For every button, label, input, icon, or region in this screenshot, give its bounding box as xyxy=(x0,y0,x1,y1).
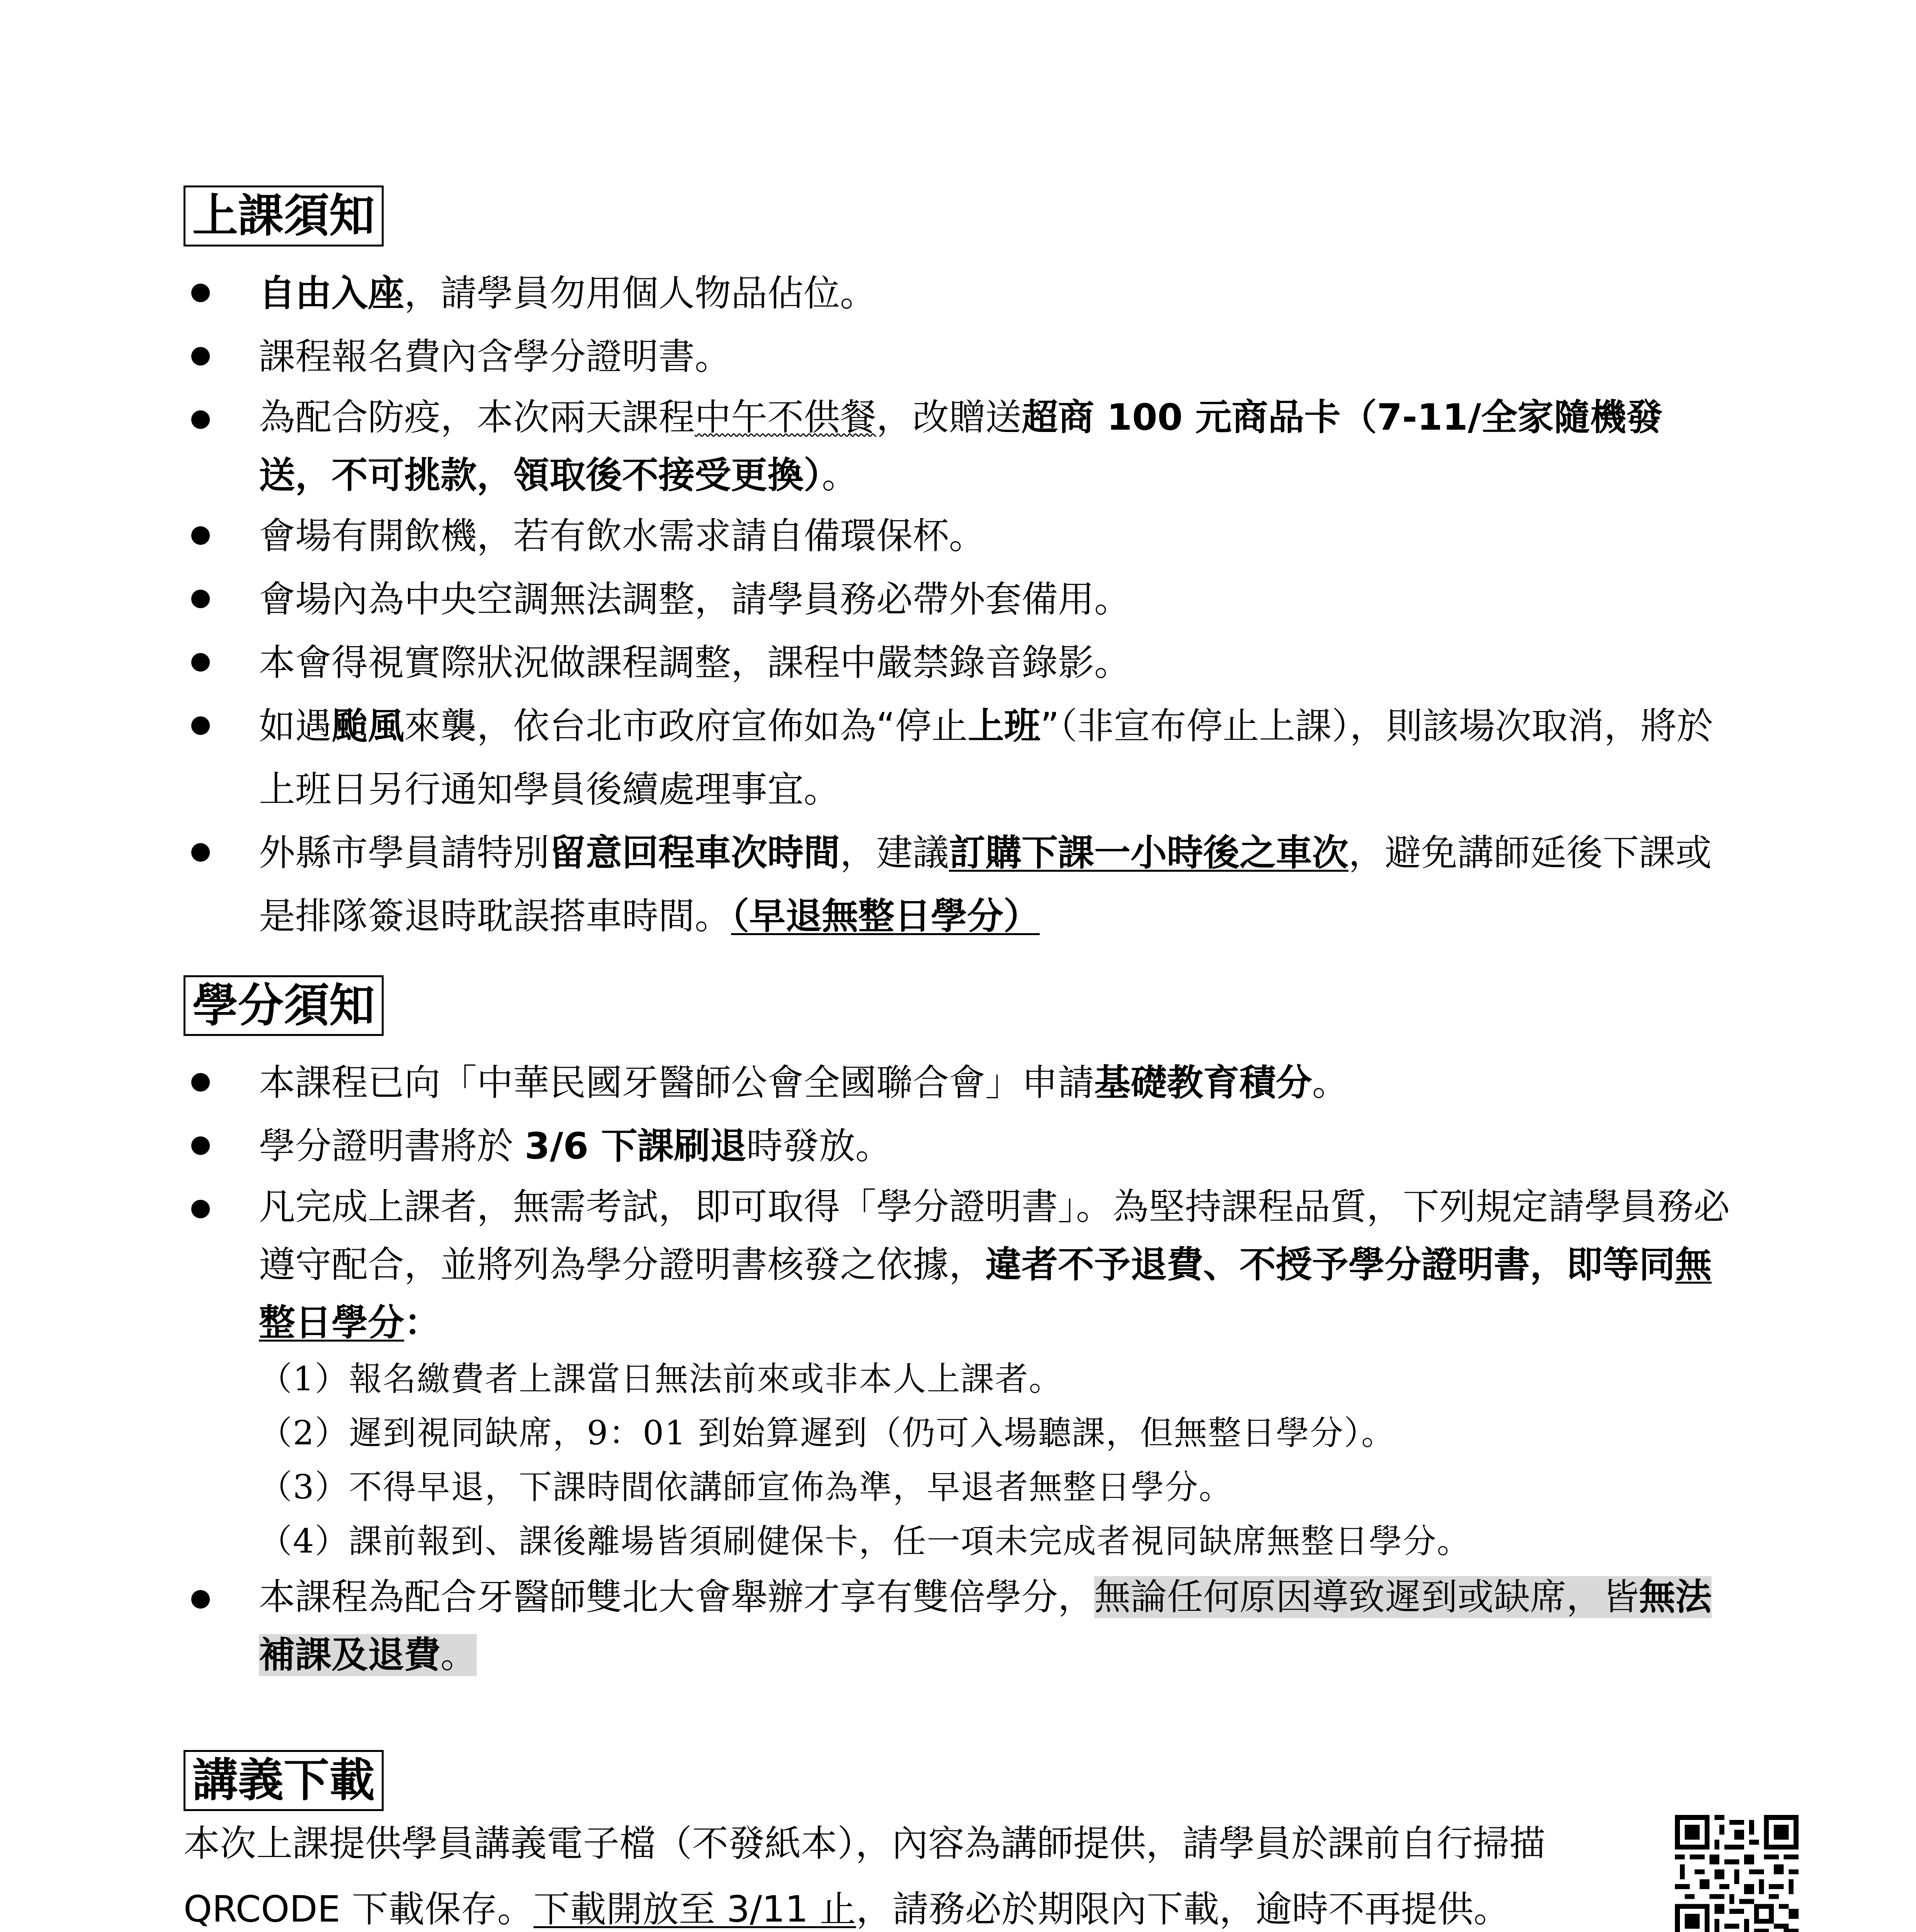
section-title-handout: 講義下載 xyxy=(184,1750,384,1811)
list-item: 本課程為配合牙醫師雙北大會舉辦才享有雙倍學分，無論任何原因導致遲到或缺席，皆無法補課及退費。 xyxy=(184,1568,1733,1684)
section-title-notice: 上課須知 xyxy=(184,185,384,247)
list-item: 會場有開飲機，若有飲水需求請自備環保杯。 xyxy=(184,505,1733,568)
handout-text: 本次上課提供學員講義電子檔（不發紙本），內容為講師提供，請學員於課前自行掃描 QRCODE 下載保存。下載開放至 3/11 止，請務必於期限內下載，逾時不再提供。 xyxy=(184,1823,1546,1931)
list-item: 學分證明書將於 3/6 下課刷退時發放。 xyxy=(184,1115,1733,1178)
list-item: 凡完成上課者，無需考試，即可取得「學分證明書」。為堅持課程品質，下列規定請學員務必遵守配合，並將列為學分證明書核發之依據，違者不予退費、不授予學分證明書，即等同無整日學分： xyxy=(184,1178,1733,1352)
notice-list xyxy=(184,262,1733,948)
qr-code-icon[interactable] xyxy=(1675,1815,1799,1932)
rule-item: （4）課前報到、課後離場皆須刷健保卡，任一項未完成者視同缺席無整日學分。 xyxy=(259,1522,1471,1561)
document-page xyxy=(184,185,1733,1932)
list-item: 本課程已向「中華民國牙醫師公會全國聯合會」申請基礎教育積分。 xyxy=(184,1051,1733,1115)
list-item: 外縣市學員請特別留意回程車次時間，建議訂購下課一小時後之車次，避免講師延後下課或是排隊簽退時耽誤搭車時間。（早退無整日學分） xyxy=(184,821,1733,948)
list-item: 自由入座，請學員勿用個人物品佔位。 xyxy=(184,262,1733,325)
credit-list xyxy=(184,1051,1733,1352)
credit-rules xyxy=(184,1352,1733,1568)
rule-item: （1）報名繳費者上課當日無法前來或非本人上課者。 xyxy=(259,1360,1063,1399)
handout-block xyxy=(184,1811,1733,1932)
rule-item: （3）不得早退，下課時間依講師宣佈為準，早退者無整日學分。 xyxy=(259,1468,1233,1507)
list-item: 如遇颱風來襲，依台北市政府宣佈如為“停止上班”（非宣布停止上課），則該場次取消，將於上班日另行通知學員後續處理事宜。 xyxy=(184,695,1733,821)
rule-item: （2）遲到視同缺席，9：01 到始算遲到（仍可入場聽課，但無整日學分）。 xyxy=(259,1414,1396,1453)
list-item: 課程報名費內含學分證明書。 xyxy=(184,325,1733,389)
list-item: 會場內為中央空調無法調整，請學員務必帶外套備用。 xyxy=(184,568,1733,631)
list-item: 本會得視實際狀況做課程調整，課程中嚴禁錄音錄影。 xyxy=(184,631,1733,695)
list-item: 為配合防疫，本次兩天課程中午不供餐，改贈送超商 100 元商品卡（7-11/全家隨機發送，不可挑款，領取後不接受更換）。 xyxy=(184,389,1733,505)
section-title-credit: 學分須知 xyxy=(184,975,384,1036)
credit-list-tail xyxy=(184,1568,1733,1684)
